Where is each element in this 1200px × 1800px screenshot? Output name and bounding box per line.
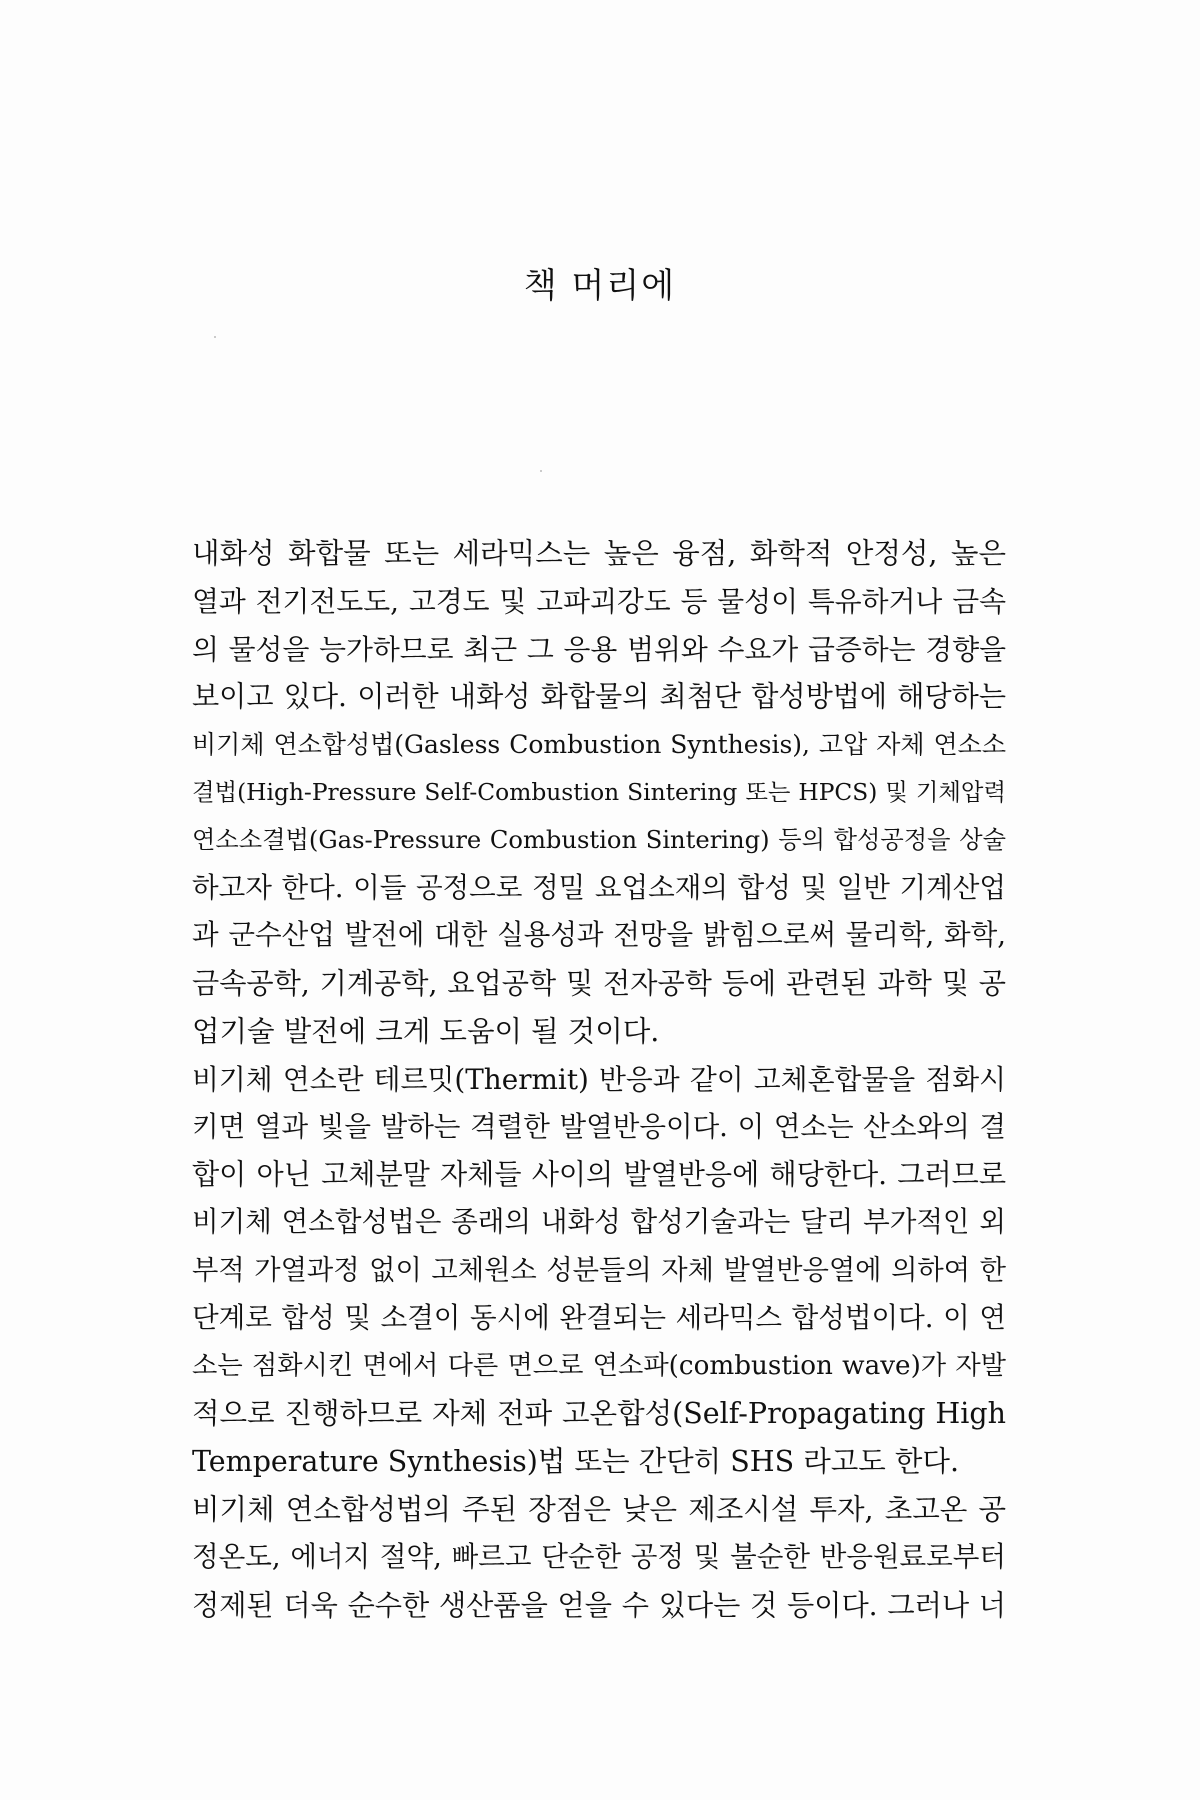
text-line: 결법(High-Pressure Self-Combustion Sintering 또는 HPCS) 및 기체압력	[192, 777, 1006, 806]
paragraph-1	[164, 530, 1006, 1056]
text-line: 부적 가열과정 없이 고체원소 성분들의 자체 발열반응열에 의하여 한	[192, 1254, 1006, 1286]
paragraph-2	[164, 1056, 1006, 1486]
text-line: Temperature Synthesis)법 또는 간단히 SHS 라고도 한다.	[192, 1445, 960, 1479]
paragraph-3	[164, 1486, 1006, 1629]
text-line: 단계로 합성 및 소결이 동시에 완결되는 세라믹스 합성법이다. 이 연	[192, 1301, 1006, 1334]
text-line: 내화성 화합물 또는 세라믹스는 높은 융점, 화학적 안정성, 높은	[192, 537, 1006, 570]
text-line: 연소소결법(Gas-Pressure Combustion Sintering) 등의 합성공정을 상술	[192, 825, 1006, 854]
page-title: 책 머리에	[523, 266, 677, 306]
text-line: 의 물성을 능가하므로 최근 그 응용 범위와 수요가 급증하는 경향을	[192, 632, 1006, 666]
text-line: 정온도, 에너지 절약, 빠르고 단순한 공정 및 불순한 반응원료로부터	[192, 1540, 1006, 1573]
text-line: 하고자 한다. 이들 공정으로 정밀 요업소재의 합성 및 일반 기계산업	[192, 871, 1006, 904]
text-line: 열과 전기전도도, 고경도 및 고파괴강도 등 물성이 특유하거나 금속	[192, 584, 1006, 618]
text-line: 정제된 더욱 순수한 생산품을 얻을 수 있다는 것 등이다. 그러나 너	[192, 1588, 1006, 1622]
text-line: 비기체 연소합성법(Gasless Combustion Synthesis), 고압 자체 연소소	[192, 730, 1006, 760]
text-line: 적으로 진행하므로 자체 전파 고온합성(Self-Propagating High	[192, 1397, 1006, 1431]
text-line: 합이 아닌 고체분말 자체들 사이의 발열반응에 해당한다. 그러므로	[192, 1158, 1006, 1192]
text-line: 비기체 연소합성법은 종래의 내화성 합성기술과는 달리 부가적인 외	[192, 1206, 1006, 1239]
text-line: 과 군수산업 발전에 대한 실용성과 전망을 밝힘으로써 물리학, 화학,	[192, 919, 1006, 952]
text-line: 비기체 연소합성법의 주된 장점은 낮은 제조시설 투자, 초고온 공	[192, 1492, 1006, 1526]
text-line: 금속공학, 기계공학, 요업공학 및 전자공학 등에 관련된 과학 및 공	[192, 967, 1006, 1001]
text-line: 업기술 발전에 크게 도움이 될 것이다.	[192, 1014, 660, 1048]
paper-speck	[214, 336, 216, 338]
text-line: 보이고 있다. 이러한 내화성 화합물의 최첨단 합성방법에 해당하는	[192, 680, 1006, 714]
text-line: 비기체 연소란 테르밋(Thermit) 반응과 같이 고체혼합물을 점화시	[192, 1062, 1006, 1096]
body-text	[164, 530, 1006, 1629]
paper-speck	[540, 470, 542, 472]
text-line: 소는 점화시킨 면에서 다른 면으로 연소파(combustion wave)가 자발	[192, 1350, 1006, 1381]
text-line: 키면 열과 빛을 발하는 격렬한 발열반응이다. 이 연소는 산소와의 결	[192, 1110, 1006, 1143]
